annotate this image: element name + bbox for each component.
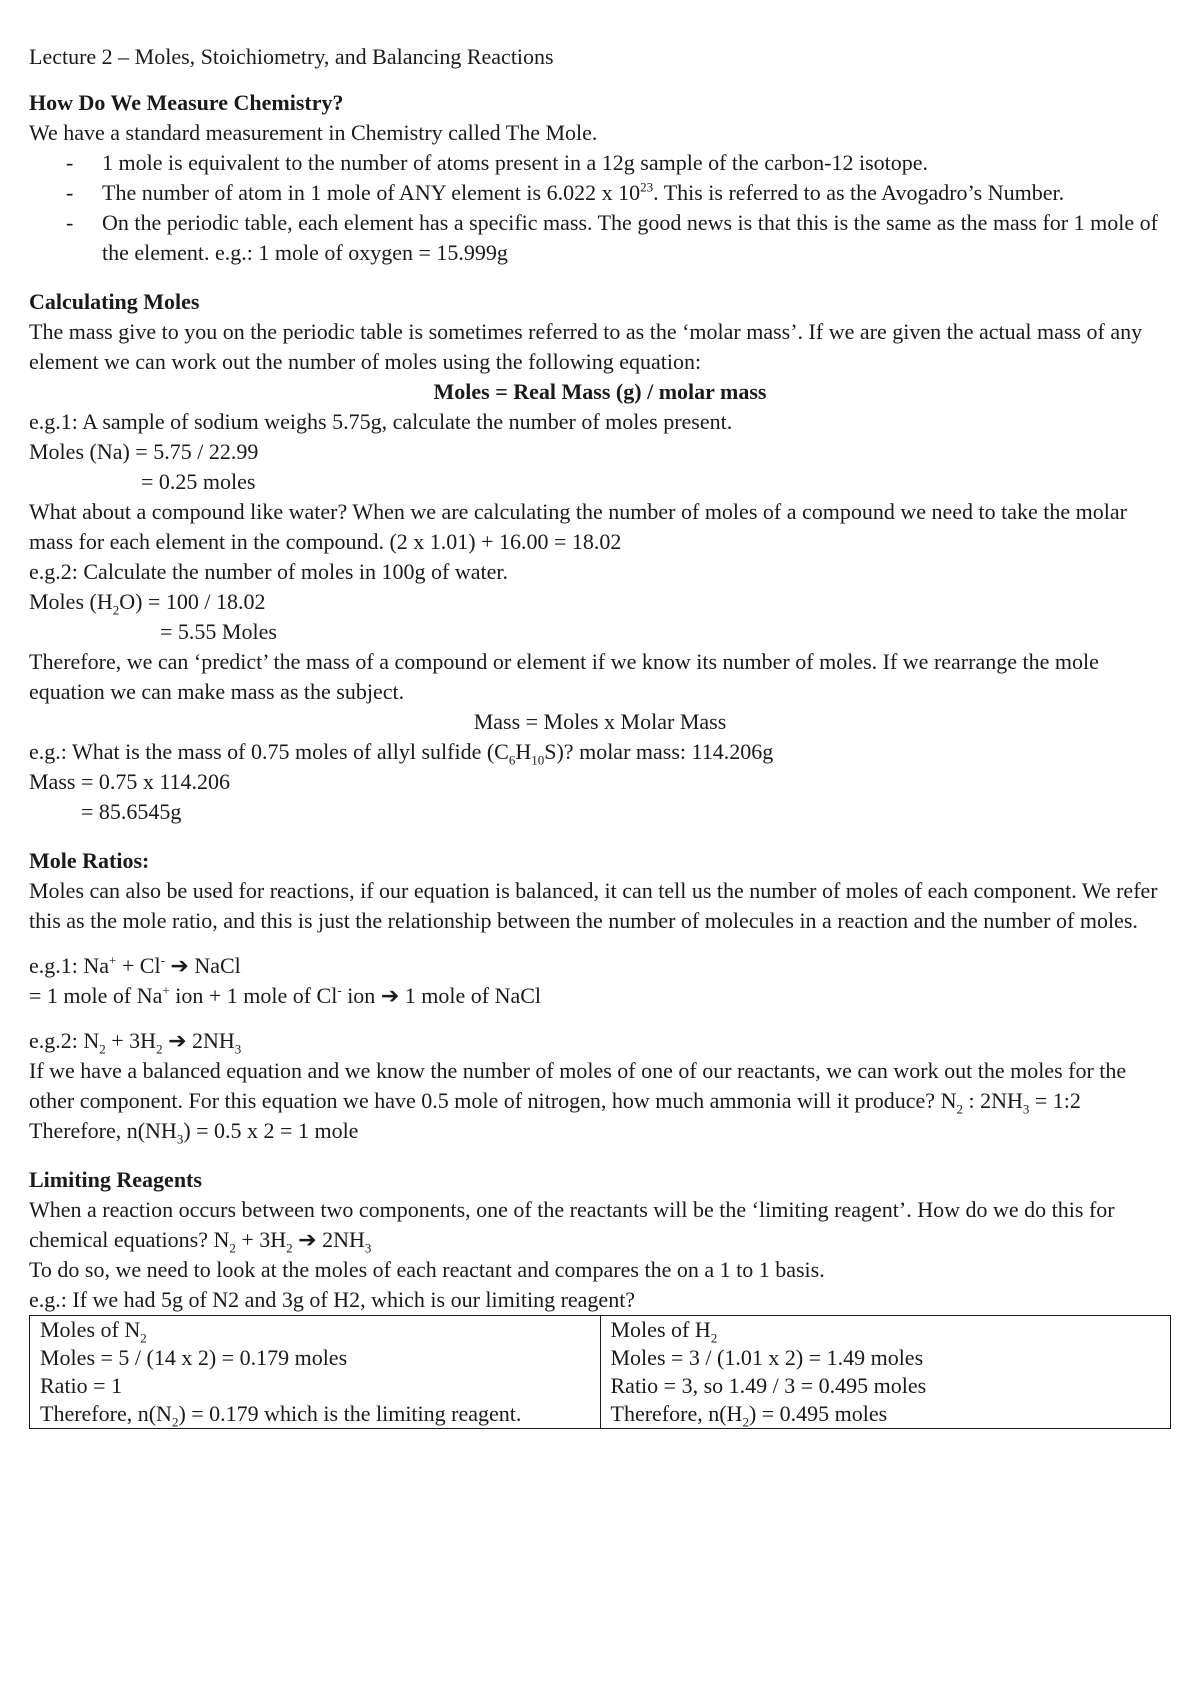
calc-line: Moles (Na) = 5.75 / 22.99: [29, 439, 259, 464]
paragraph: When a reaction occurs between two components, one of the reactants will be the ‘limiting reagent’. How do we do this for chemical equations? $N_2 + 3H_2$ ➔ $2NH_3$: [29, 1197, 1115, 1256]
paragraph: Therefore, we can ‘predict’ the mass of a compound or element if we know its number of moles. If we rearrange the mole equation we can make mass as the subject.: [29, 649, 1099, 704]
calc-line: = 0.25 moles: [141, 469, 256, 494]
paragraph: We have a standard measurement in Chemistry called The Mole.: [29, 120, 598, 145]
arrow-icon: ➔: [375, 983, 405, 1008]
arrow-icon: ➔: [164, 953, 195, 978]
example-line: e.g.: What is the mass of 0.75 moles of allyl sulfide $(C_6H_{10}S)$? molar mass: 114.206g: [29, 739, 774, 768]
equation-line: e.g.2: $N_2 + 3H_2$ ➔ $2NH_3$: [29, 1028, 242, 1057]
section-heading-ratios: Mole Ratios:: [29, 848, 150, 873]
paragraph: The mass give to you on the periodic table is sometimes referred to as the ‘molar mass’. If we are given the actual mass of any element we can work out the number of moles using the following equation:: [29, 319, 1143, 374]
section-heading-measure: How Do We Measure Chemistry?: [29, 90, 344, 115]
paragraph: To do so, we need to look at the moles of each reactant and compares the on a 1 to 1 basis.: [29, 1257, 825, 1282]
formula-moles: Moles = Real Mass (g) / molar mass: [433, 379, 767, 404]
list-item: - 1 mole is equivalent to the number of atoms present in a 12g sample of the carbon-12 isotope.: [29, 148, 1171, 178]
paragraph: What about a compound like water? When we are calculating the number of moles of a compound we need to take the molar mass for each element in the compound. (2 x 1.01) + 16.00 = 18.02: [29, 499, 1127, 554]
example-line: e.g.1: A sample of sodium weighs 5.75g, calculate the number of moles present.: [29, 409, 733, 434]
limiting-reagent-table: [29, 1315, 1171, 1429]
arrow-icon: ➔: [162, 1028, 192, 1053]
bullet-list: [29, 148, 1171, 268]
table-row: [30, 1316, 1171, 1429]
table-cell-n2: Moles of $N_2$ Moles = 5 / (14 x 2) = 0.179 moles Ratio = 1 Therefore, $n(N_2) = 0.179$ which is the limiting reagent.: [40, 1317, 522, 1430]
equation-line: e.g.1: Na+ + Cl- ➔ NaCl: [29, 952, 241, 978]
calc-line: = 5.55 Moles: [160, 619, 277, 644]
example-line: e.g.2: Calculate the number of moles in 100g of water.: [29, 559, 508, 584]
section-heading-limiting: Limiting Reagents: [29, 1167, 202, 1192]
paragraph: e.g.: If we had 5g of N2 and 3g of H2, which is our limiting reagent?: [29, 1287, 636, 1312]
list-item: - On the periodic table, each element has a specific mass. The good news is that this is the same as the mass for 1 mole of the element. e.g.: 1 mole of oxygen = 15.999g: [29, 208, 1171, 268]
list-item: - The number of atom in 1 mole of ANY element is 6.022 x $10^{23}$. This is referred to as the Avogadro’s Number.: [29, 178, 1171, 208]
paragraph: Moles can also be used for reactions, if our equation is balanced, it can tell us the number of moles of each component. We refer this as the mole ratio, and this is just the relationship between the number of molecules in a reaction and the number of moles.: [29, 878, 1158, 933]
page-title: Lecture 2 – Moles, Stoichiometry, and Balancing Reactions: [29, 44, 554, 69]
paragraph: Therefore, $n(NH_3) = 0.5$ x 2 = 1 mole: [29, 1118, 359, 1147]
arrow-icon: ➔: [292, 1227, 323, 1252]
equation-line: = 1 mole of Na+ ion + 1 mole of Cl- ion ➔ 1 mole of NaCl: [29, 982, 542, 1008]
document-page: [29, 42, 1171, 1429]
paragraph: If we have a balanced equation and we know the number of moles of one of our reactants, we can work out the moles for the other component. For this equation we have 0.5 mole of nitrogen, how much ammonia will it produce? $N_2$ : $2NH_3$ = 1:2: [29, 1058, 1127, 1117]
table-cell-h2: Moles of $H_2$ Moles = 3 / (1.01 x 2) = 1.49 moles Ratio = 3, so 1.49 / 3 = 0.495 moles Therefore, $n(H_2) = 0.495$ moles: [600, 1316, 1171, 1429]
calc-line: Mass = 0.75 x 114.206: [29, 769, 231, 794]
formula-mass: Mass = Moles x Molar Mass: [473, 709, 727, 734]
section-heading-calculating: Calculating Moles: [29, 289, 200, 314]
calc-line: = 85.6545g: [81, 799, 182, 824]
calc-line: Moles $(H_2O) = 100 / 18.02$: [29, 589, 266, 618]
